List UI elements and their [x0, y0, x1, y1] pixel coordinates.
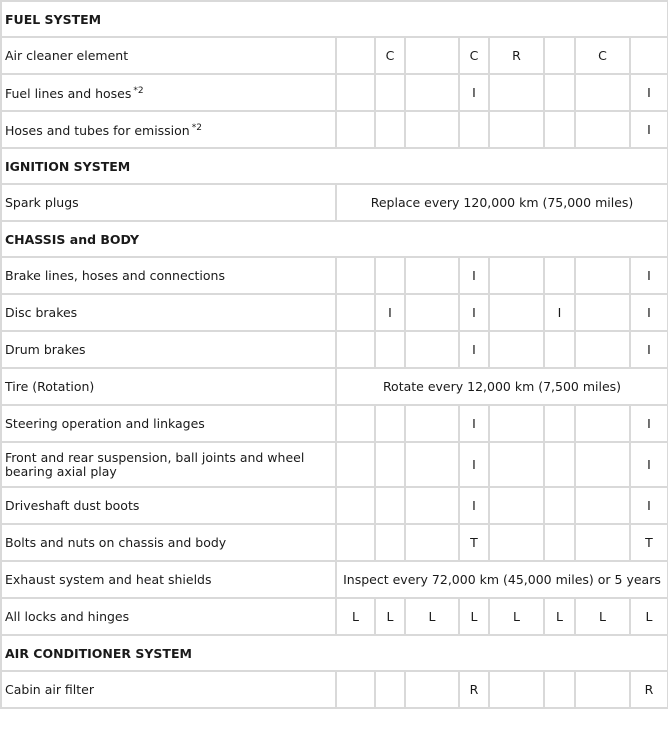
schedule-cell: [405, 257, 459, 294]
schedule-cell: [336, 442, 375, 487]
schedule-cell: [544, 524, 575, 561]
section-title: IGNITION SYSTEM: [1, 148, 668, 184]
schedule-cell: [459, 111, 489, 148]
schedule-cell: [405, 37, 459, 74]
schedule-cell: [405, 442, 459, 487]
schedule-cell: [575, 442, 630, 487]
maintenance-item-label: Tire (Rotation): [5, 378, 95, 394]
schedule-cell: [405, 671, 459, 708]
maintenance-item-cell: [1, 671, 336, 708]
schedule-cell: [544, 442, 575, 487]
maintenance-item-cell: [1, 368, 336, 405]
maintenance-item-label: Disc brakes: [5, 304, 78, 320]
schedule-cell: [405, 111, 459, 148]
schedule-cell: [544, 74, 575, 111]
schedule-body: [1, 1, 668, 708]
table-row: [1, 598, 668, 635]
maintenance-item-label: Spark plugs: [5, 194, 79, 210]
schedule-cell: [575, 294, 630, 331]
schedule-cell: [336, 37, 375, 74]
schedule-cell: [575, 331, 630, 368]
schedule-cell: I: [459, 294, 489, 331]
schedule-cell: [375, 111, 405, 148]
table-row: [1, 671, 668, 708]
schedule-cell: L: [489, 598, 544, 635]
maintenance-item-label: Exhaust system and heat shields: [5, 571, 212, 587]
schedule-cell: L: [575, 598, 630, 635]
table-row: [1, 524, 668, 561]
maintenance-item-cell: [1, 111, 336, 148]
schedule-cell: [489, 487, 544, 524]
table-row: [1, 37, 668, 74]
schedule-cell: [336, 257, 375, 294]
maintenance-item-cell: [1, 524, 336, 561]
schedule-cell: [405, 294, 459, 331]
table-row: [1, 442, 668, 487]
section-header-row: [1, 148, 668, 184]
section-header-row: [1, 221, 668, 257]
table-row: [1, 184, 668, 221]
maintenance-item-label: Cabin air filter: [5, 681, 95, 697]
schedule-cell: L: [630, 598, 668, 635]
schedule-cell: [489, 524, 544, 561]
schedule-cell: [544, 487, 575, 524]
interval-note: Replace every 120,000 km (75,000 miles): [336, 184, 668, 221]
maintenance-item-cell: [1, 74, 336, 111]
schedule-cell: L: [544, 598, 575, 635]
schedule-cell: I: [459, 405, 489, 442]
schedule-cell: [544, 405, 575, 442]
schedule-cell: [489, 671, 544, 708]
maintenance-item-label: Bolts and nuts on chassis and body: [5, 534, 227, 550]
section-title: FUEL SYSTEM: [1, 1, 668, 37]
schedule-cell: I: [459, 331, 489, 368]
schedule-cell: L: [375, 598, 405, 635]
schedule-cell: [336, 671, 375, 708]
schedule-cell: [336, 405, 375, 442]
schedule-cell: C: [459, 37, 489, 74]
maintenance-item-label: Brake lines, hoses and connections: [5, 267, 225, 283]
schedule-cell: R: [459, 671, 489, 708]
table-row: [1, 561, 668, 598]
schedule-cell: L: [336, 598, 375, 635]
schedule-cell: [375, 671, 405, 708]
maintenance-item-cell: [1, 405, 336, 442]
schedule-cell: T: [630, 524, 668, 561]
schedule-cell: [336, 111, 375, 148]
table-row: [1, 331, 668, 368]
schedule-cell: [375, 405, 405, 442]
schedule-cell: [575, 111, 630, 148]
maintenance-item-cell: [1, 487, 336, 524]
maintenance-item-cell: [1, 184, 336, 221]
maintenance-item-cell: [1, 257, 336, 294]
schedule-cell: [575, 487, 630, 524]
table-row: [1, 405, 668, 442]
schedule-cell: [405, 487, 459, 524]
maintenance-item-label: Hoses and tubes for emission: [5, 123, 190, 138]
table-row: [1, 111, 668, 148]
schedule-cell: [405, 405, 459, 442]
table-row: [1, 487, 668, 524]
schedule-cell: [489, 111, 544, 148]
schedule-cell: [575, 671, 630, 708]
maintenance-item-cell: [1, 561, 336, 598]
schedule-cell: [489, 257, 544, 294]
schedule-cell: I: [459, 257, 489, 294]
maintenance-item-cell: [1, 294, 336, 331]
maintenance-item-label: Steering operation and linkages: [5, 415, 205, 431]
maintenance-item-label: Drum brakes: [5, 341, 86, 357]
schedule-cell: I: [630, 331, 668, 368]
maintenance-item-cell: [1, 598, 336, 635]
schedule-cell: [544, 671, 575, 708]
schedule-cell: [575, 257, 630, 294]
schedule-cell: I: [630, 487, 668, 524]
table-row: [1, 74, 668, 111]
schedule-cell: C: [575, 37, 630, 74]
schedule-cell: [575, 405, 630, 442]
schedule-cell: I: [630, 111, 668, 148]
maintenance-item-label: All locks and hinges: [5, 608, 130, 624]
schedule-cell: [375, 74, 405, 111]
schedule-cell: I: [630, 74, 668, 111]
schedule-cell: L: [405, 598, 459, 635]
footnote-marker: *2: [133, 86, 144, 96]
schedule-cell: [575, 524, 630, 561]
schedule-cell: [544, 331, 575, 368]
interval-note: Inspect every 72,000 km (45,000 miles) or 5 years: [336, 561, 668, 598]
schedule-cell: [489, 294, 544, 331]
schedule-cell: [489, 442, 544, 487]
schedule-cell: [489, 331, 544, 368]
schedule-cell: [375, 487, 405, 524]
schedule-cell: [489, 405, 544, 442]
schedule-cell: T: [459, 524, 489, 561]
schedule-cell: [336, 524, 375, 561]
schedule-cell: [336, 331, 375, 368]
schedule-cell: I: [459, 487, 489, 524]
schedule-cell: [336, 294, 375, 331]
schedule-cell: I: [630, 442, 668, 487]
table-row: [1, 368, 668, 405]
maintenance-item-label: Air cleaner element: [5, 47, 129, 63]
schedule-cell: [575, 74, 630, 111]
interval-note: Rotate every 12,000 km (7,500 miles): [336, 368, 668, 405]
schedule-cell: [336, 74, 375, 111]
schedule-cell: [405, 331, 459, 368]
schedule-cell: R: [489, 37, 544, 74]
maintenance-item-cell: [1, 442, 336, 487]
maintenance-item-cell: [1, 331, 336, 368]
schedule-cell: [375, 442, 405, 487]
schedule-cell: [489, 74, 544, 111]
schedule-cell: I: [375, 294, 405, 331]
schedule-cell: I: [544, 294, 575, 331]
schedule-cell: I: [630, 405, 668, 442]
schedule-cell: [405, 74, 459, 111]
schedule-cell: [336, 487, 375, 524]
schedule-cell: I: [459, 442, 489, 487]
schedule-cell: L: [459, 598, 489, 635]
maintenance-item-label: Fuel lines and hoses: [5, 86, 132, 101]
schedule-cell: [544, 111, 575, 148]
maintenance-item-label: Driveshaft dust boots: [5, 497, 140, 513]
schedule-cell: [544, 37, 575, 74]
table-row: [1, 294, 668, 331]
schedule-cell: R: [630, 671, 668, 708]
schedule-cell: I: [630, 257, 668, 294]
footnote-marker: *2: [191, 123, 202, 133]
maintenance-item-cell: [1, 37, 336, 74]
schedule-cell: [544, 257, 575, 294]
maintenance-item-label: Front and rear suspension, ball joints and wheel bearing axial play: [5, 449, 305, 479]
schedule-cell: [375, 524, 405, 561]
schedule-cell: [405, 524, 459, 561]
schedule-cell: I: [459, 74, 489, 111]
table-row: [1, 257, 668, 294]
schedule-cell: C: [375, 37, 405, 74]
schedule-cell: I: [630, 294, 668, 331]
section-title: CHASSIS and BODY: [1, 221, 668, 257]
schedule-cell: [375, 257, 405, 294]
section-header-row: [1, 635, 668, 671]
section-header-row: [1, 1, 668, 37]
schedule-cell: [630, 37, 668, 74]
schedule-cell: [375, 331, 405, 368]
section-title: AIR CONDITIONER SYSTEM: [1, 635, 668, 671]
